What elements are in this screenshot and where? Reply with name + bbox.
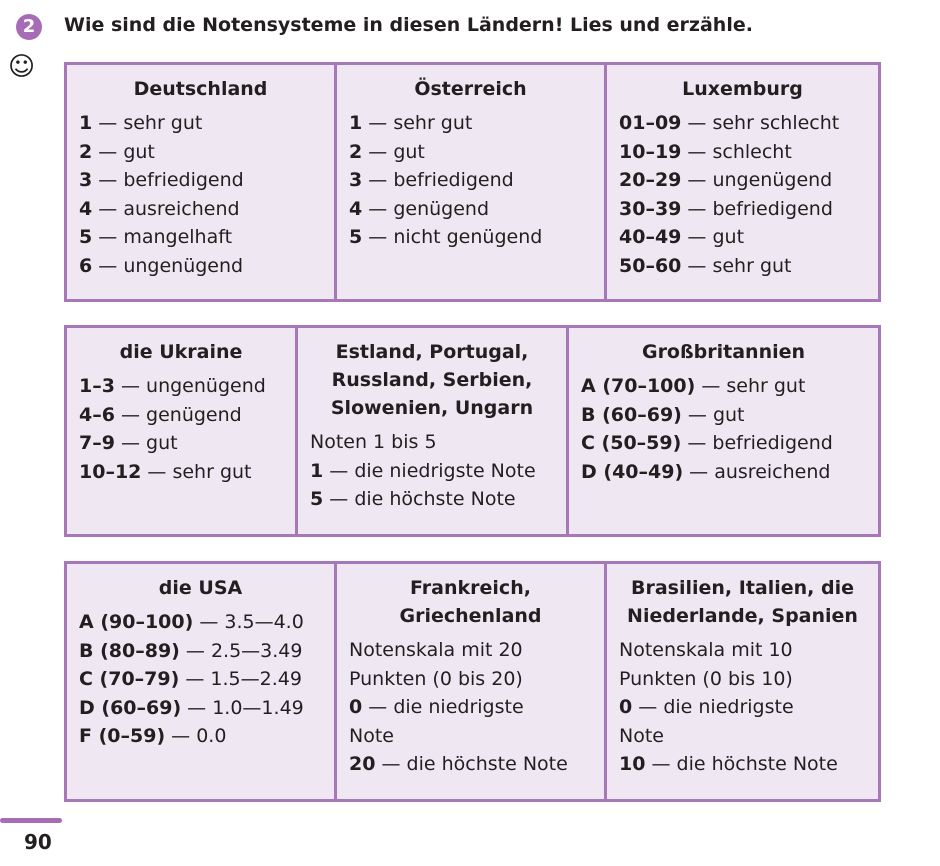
- grade-line: 5 — die höchste Note: [310, 488, 516, 510]
- grade-line: 1 — die niedrigste Note: [310, 459, 536, 482]
- grade-line: Notenskala mit 20: [349, 639, 523, 661]
- page-number-bar: [0, 818, 62, 823]
- country-cell: [67, 65, 337, 299]
- grade-line: Notenskala mit 10: [619, 639, 793, 661]
- country-heading: Deutschland: [133, 78, 268, 100]
- grade-line: 1 — sehr gut: [349, 112, 473, 134]
- grade-line: B (80–89) — 2.5—3.49: [79, 639, 303, 662]
- grade-line: 10–12 — sehr gut: [79, 460, 252, 483]
- grade-line: C (50–59) — befriedigend: [581, 432, 833, 454]
- grading-table-1: [64, 62, 881, 302]
- country-cell: [607, 65, 878, 299]
- grade-line: Punkten (0 bis 10): [619, 667, 793, 690]
- grade-line: 3 — befriedigend: [349, 169, 514, 191]
- grade-line: 10–19 — schlecht: [619, 140, 792, 163]
- grade-line: 7–9 — gut: [79, 432, 178, 454]
- country-cell: [607, 564, 878, 799]
- country-heading: Luxemburg: [682, 78, 803, 100]
- grade-line: Note: [619, 724, 664, 747]
- country-cell: [337, 564, 607, 799]
- page-number: 90: [24, 830, 52, 854]
- country-cell: [67, 328, 298, 534]
- grade-line: 2 — gut: [349, 140, 425, 163]
- grade-line: 1–3 — ungenügend: [79, 375, 266, 397]
- grade-line: 5 — mangelhaft: [79, 226, 233, 248]
- grade-line: 40–49 — gut: [619, 226, 745, 248]
- country-heading: Frankreich, Griechenland: [399, 577, 542, 627]
- grade-line: F (0–59) — 0.0: [79, 725, 227, 747]
- grade-line: 30–39 — befriedigend: [619, 197, 833, 220]
- grade-line: 0 — die niedrigste: [349, 696, 524, 718]
- grade-line: 01–09 — sehr schlecht: [619, 112, 840, 134]
- grade-line: 4 — genügend: [349, 197, 489, 220]
- grade-line: 5 — nicht genügend: [349, 226, 543, 248]
- grade-line: B (60–69) — gut: [581, 403, 745, 426]
- grade-line: 20 — die höchste Note: [349, 753, 568, 775]
- grading-table-3: [64, 561, 881, 802]
- grade-line: Noten 1 bis 5: [310, 431, 437, 453]
- grading-table-2: [64, 325, 881, 537]
- country-cell: [569, 328, 878, 534]
- country-heading: Österreich: [414, 78, 527, 100]
- grade-line: Note: [349, 724, 394, 747]
- country-cell: [298, 328, 569, 534]
- country-heading: die USA: [158, 577, 243, 599]
- grade-line: D (60–69) — 1.0—1.49: [79, 696, 304, 719]
- grade-line: A (70–100) — sehr gut: [581, 375, 806, 397]
- exercise-number: 2: [16, 14, 42, 40]
- grade-line: 3 — befriedigend: [79, 169, 244, 191]
- grade-line: 6 — ungenügend: [79, 254, 244, 277]
- country-heading: die Ukraine: [119, 341, 243, 363]
- grade-line: 20–29 — ungenügend: [619, 169, 833, 191]
- grade-line: 0 — die niedrigste: [619, 696, 794, 718]
- grade-line: 4 — ausreichend: [79, 197, 240, 220]
- grade-line: 1 — sehr gut: [79, 112, 203, 134]
- grade-line: 4–6 — genügend: [79, 403, 242, 426]
- country-heading: Brasilien, Italien, die Niederlande, Spanien: [627, 577, 858, 627]
- country-heading: Estland, Portugal, Russland, Serbien, Slowenien, Ungarn: [330, 341, 534, 419]
- grade-line: D (40–49) — ausreichend: [581, 460, 831, 483]
- grade-line: C (70–79) — 1.5—2.49: [79, 668, 302, 690]
- country-heading: Großbritannien: [641, 341, 806, 363]
- country-cell: [337, 65, 607, 299]
- speaking-face-icon: ☺: [8, 52, 36, 82]
- country-cell: [67, 564, 337, 799]
- grade-line: 2 — gut: [79, 140, 155, 163]
- grade-line: 10 — die höchste Note: [619, 753, 838, 775]
- grade-line: A (90–100) — 3.5—4.0: [79, 611, 304, 633]
- grade-line: Punkten (0 bis 20): [349, 667, 523, 690]
- grade-line: 50–60 — sehr gut: [619, 254, 792, 277]
- exercise-title: Wie sind die Notensysteme in diesen Ländern! Lies und erzähle.: [64, 14, 753, 36]
